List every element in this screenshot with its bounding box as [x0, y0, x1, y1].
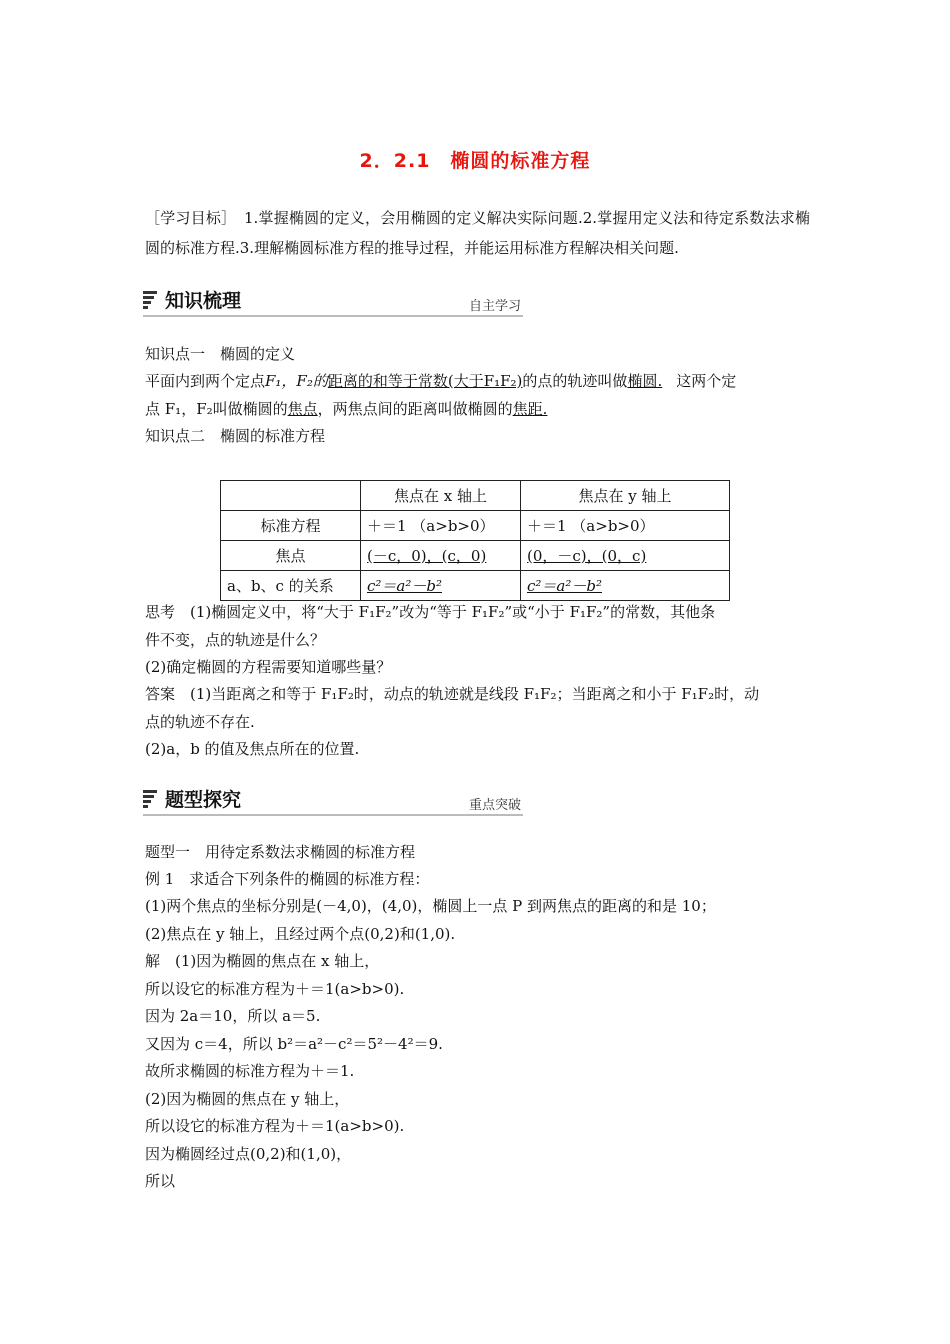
banner-tag: 重点突破 [468, 798, 521, 813]
page-title: 2．2.1 椭圆的标准方程 [359, 150, 591, 172]
solution-line: 所以设它的标准方程为＋＝1(a>b>0). [145, 980, 405, 998]
text: 的点的轨迹叫做 [522, 372, 628, 390]
text: ，两焦点间的距离叫做椭圆的 [317, 400, 513, 418]
answer-2: (2)a，b 的值及焦点所在的位置. [145, 740, 360, 758]
table-row [221, 571, 730, 601]
banner-heading: 题型探究 [165, 789, 242, 811]
solution-line: 因为椭圆经过点(0,2)和(1,0)， [145, 1145, 352, 1163]
answer-1b: 点的轨迹不存在. [145, 713, 255, 731]
underlined-term: 距离的和等于常数(大于F₁F₂) [327, 372, 523, 390]
table-header: 焦点在 y 轴上 [521, 481, 730, 511]
table-cell: c²＝a²－b² [361, 571, 521, 601]
answer-1a: 答案 (1)当距离之和等于 F₁F₂时，动点的轨迹就是线段 F₁F₂；当距离之和小于 F₁F₂时，动 [145, 685, 760, 703]
text: 这两个定 [676, 372, 737, 390]
text: F₁，F₂的 [265, 372, 328, 390]
underlined-term: 焦点 [287, 400, 318, 418]
underlined-term: 焦距. [512, 400, 548, 418]
solution-line: 故所求椭圆的标准方程为＋＝1. [145, 1062, 355, 1080]
think-question-2: (2)确定椭圆的方程需要知道哪些量？ [145, 658, 392, 676]
table-header: 焦点在 x 轴上 [361, 481, 521, 511]
example-title: 例 1 求适合下列条件的椭圆的标准方程： [145, 870, 430, 888]
table-cell: 焦点 [221, 541, 361, 571]
table-cell: ＋＝1 （a>b>0） [521, 511, 730, 541]
banner-heading: 知识梳理 [165, 290, 242, 312]
solution-line: 解 (1)因为椭圆的焦点在 x 轴上， [145, 952, 380, 970]
standard-equation-table [220, 480, 730, 601]
section-banner-explore [143, 788, 523, 816]
table-row [221, 541, 730, 571]
question-type-title: 题型一 用待定系数法求椭圆的标准方程 [145, 843, 416, 861]
think-question-1b: 件不变，点的轨迹是什么？ [145, 631, 326, 649]
table-cell: ＋＝1 （a>b>0） [361, 511, 521, 541]
section-banner-knowledge [143, 289, 523, 317]
table-cell: 标准方程 [221, 511, 361, 541]
stripes-icon [143, 291, 157, 311]
solution-line: 所以设它的标准方程为＋＝1(a>b>0). [145, 1117, 405, 1135]
example-condition-2: (2)焦点在 y 轴上，且经过两个点(0,2)和(1,0). [145, 925, 456, 943]
solution-line: (2)因为椭圆的焦点在 y 轴上， [145, 1090, 350, 1108]
learning-goals: ［学习目标］ 1.掌握椭圆的定义，会用椭圆的定义解决实际问题.2.掌握用定义法和待定系数法求椭圆的标准方程.3.理解椭圆标准方程的推导过程，并能运用标准方程解决相关问题. [145, 209, 810, 257]
table-cell: c²＝a²－b² [521, 571, 730, 601]
solution-line: 所以 [145, 1172, 176, 1190]
banner-tag: 自主学习 [468, 299, 521, 314]
table-cell: (0，－c)，(0，c) [521, 541, 730, 571]
table-cell: a、b、c 的关系 [221, 571, 361, 601]
think-question-1a: 思考 (1)椭圆定义中，将“大于 F₁F₂”改为“等于 F₁F₂”或“小于 F₁F₂”的常数，其他条 [145, 603, 716, 621]
underlined-term: 椭圆. [627, 372, 663, 390]
stripes-icon [143, 790, 157, 810]
table-cell [221, 481, 361, 511]
definition-line-1 [145, 368, 736, 394]
knowledge-point-2-title: 知识点二 椭圆的标准方程 [145, 427, 326, 445]
text: 平面内到两个定点 [145, 372, 266, 390]
solution-line: 因为 2a＝10，所以 a＝5. [145, 1007, 321, 1025]
definition-line-2 [145, 396, 547, 422]
solution-line: 又因为 c＝4，所以 b²＝a²－c²＝5²－4²＝9. [145, 1035, 443, 1053]
text: 点 F₁，F₂叫做椭圆的 [145, 400, 288, 418]
table-row [221, 511, 730, 541]
example-condition-1: (1)两个焦点的坐标分别是(－4,0)，(4,0)，椭圆上一点 P 到两焦点的距离的和是 10； [145, 897, 716, 915]
knowledge-point-1-title: 知识点一 椭圆的定义 [145, 345, 296, 363]
table-cell: (－c，0)，(c，0) [361, 541, 521, 571]
table-row [221, 481, 730, 511]
